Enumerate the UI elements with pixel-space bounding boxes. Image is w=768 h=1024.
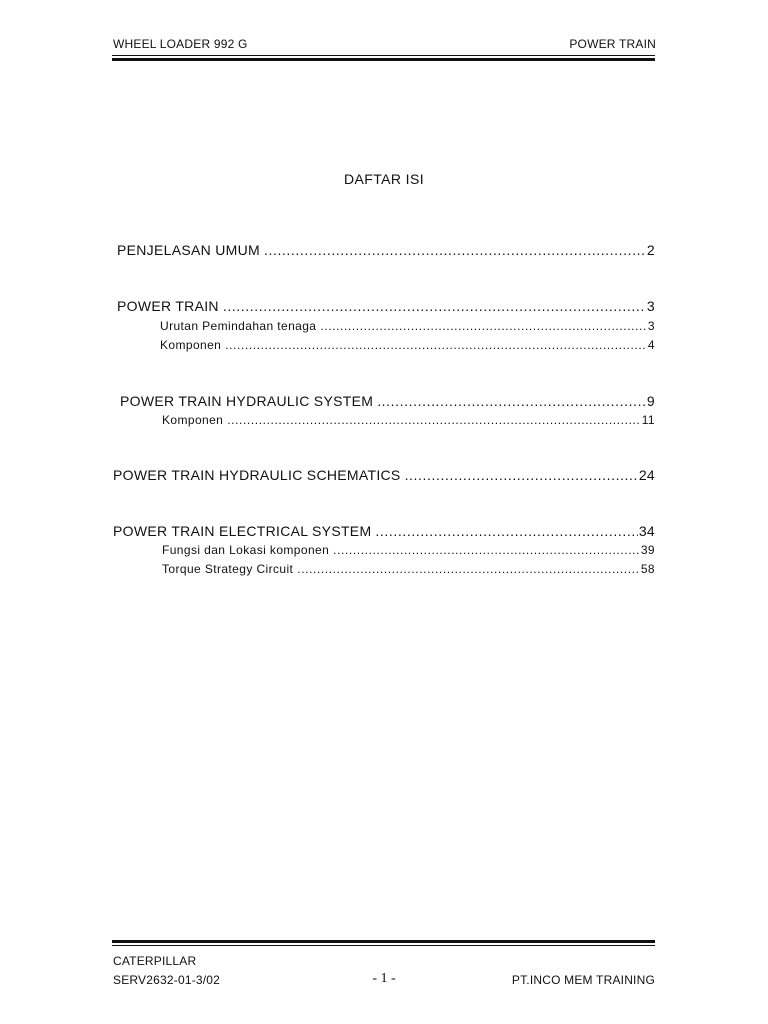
toc-entry-penjelasan-umum	[117, 242, 655, 260]
toc-leader	[297, 562, 640, 576]
toc-page: 39	[640, 543, 655, 557]
toc-leader	[375, 523, 637, 539]
toc-label: Fungsi dan Lokasi komponen	[162, 543, 330, 557]
header-rule-thick	[112, 58, 655, 61]
toc-label: Komponen	[160, 338, 222, 352]
toc-label: PENJELASAN UMUM	[117, 242, 260, 258]
toc-entry-komponen-1	[160, 338, 655, 354]
toc-leader	[377, 393, 646, 409]
toc-leader	[227, 413, 640, 427]
toc-label: POWER TRAIN ELECTRICAL SYSTEM	[113, 523, 372, 539]
toc-leader	[405, 467, 638, 483]
footer-document-code: SERV2632-01-3/02	[113, 973, 221, 987]
toc-page: 11	[641, 413, 655, 427]
toc-label: POWER TRAIN	[117, 298, 219, 314]
footer-right-text: PT.INCO MEM TRAINING	[511, 973, 655, 987]
toc-page: 24	[638, 467, 655, 483]
toc-entry-urutan-pemindahan	[160, 319, 655, 335]
toc-label: Urutan Pemindahan tenaga	[160, 319, 317, 333]
toc-leader	[333, 543, 640, 557]
toc-page: 58	[640, 562, 655, 576]
toc-entry-electrical-system	[113, 523, 655, 541]
page-title: DAFTAR ISI	[344, 171, 424, 187]
footer-rule-thin	[112, 945, 655, 946]
header-title-left: WHEEL LOADER 992 G	[113, 37, 248, 51]
footer-company: CATERPILLAR	[113, 954, 197, 968]
toc-entry-fungsi-lokasi	[162, 543, 655, 559]
footer-rule-thick	[112, 940, 655, 943]
footer-page-number: - 1 -	[372, 971, 396, 986]
toc-label: POWER TRAIN HYDRAULIC SCHEMATICS	[113, 467, 401, 483]
toc-entry-torque-strategy	[162, 562, 655, 578]
toc-label: POWER TRAIN HYDRAULIC SYSTEM	[120, 393, 374, 409]
toc-page: 34	[638, 523, 655, 539]
header-rule-thin	[112, 55, 655, 56]
toc-leader	[320, 319, 647, 333]
toc-page: 2	[646, 242, 655, 258]
toc-leader	[223, 298, 646, 314]
toc-label: Komponen	[162, 413, 224, 427]
toc-entry-hydraulic-system	[120, 393, 655, 411]
header-title-right: POWER TRAIN	[569, 37, 656, 51]
toc-entry-komponen-2	[162, 413, 655, 429]
toc-leader	[264, 242, 646, 258]
toc-entry-power-train	[117, 298, 655, 316]
toc-leader	[225, 338, 647, 352]
toc-page: 3	[647, 319, 655, 333]
toc-page: 3	[646, 298, 655, 314]
toc-page: 4	[647, 338, 655, 352]
toc-page: 9	[646, 393, 655, 409]
toc-entry-hydraulic-schematics	[113, 467, 655, 485]
toc-label: Torque Strategy Circuit	[162, 562, 294, 576]
